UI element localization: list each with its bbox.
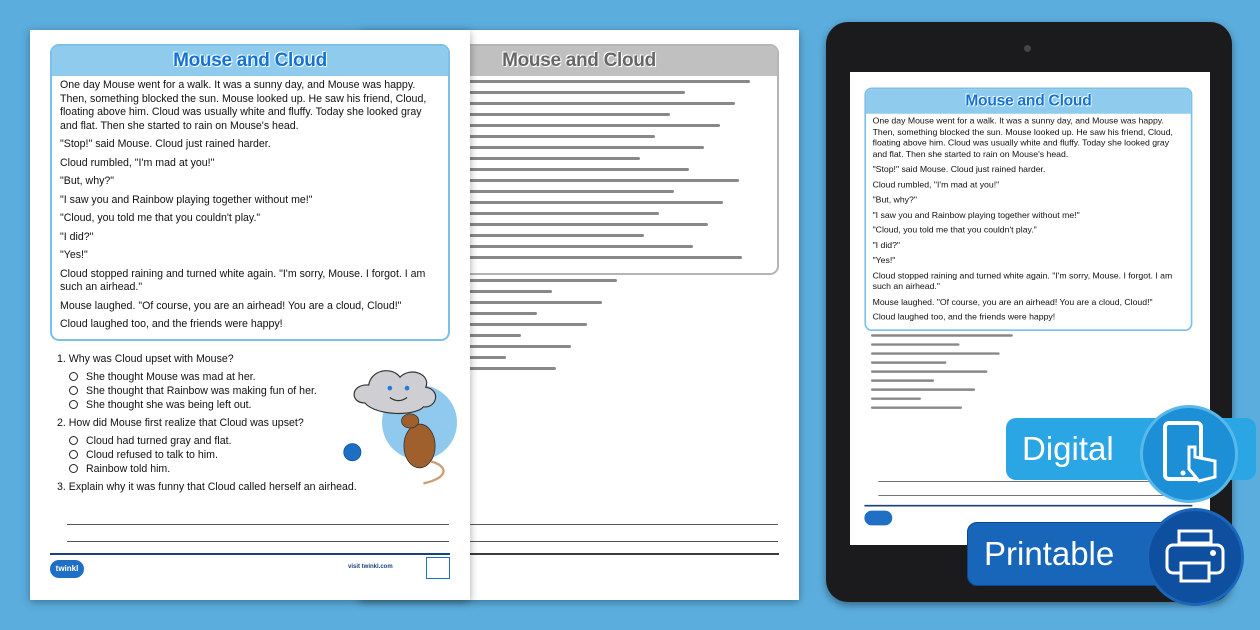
story-paragraph: "I did?" (872, 240, 901, 251)
worksheet-title: Mouse and Cloud (502, 50, 656, 71)
text-line-stroke (871, 334, 1013, 336)
radio-icon[interactable] (69, 450, 78, 459)
camera-icon (1024, 45, 1031, 52)
radio-icon[interactable] (69, 400, 78, 409)
printable-label: Printable (984, 535, 1115, 572)
text-line-stroke (871, 379, 934, 381)
blue-dot (344, 444, 361, 461)
question-1: 1. Why was Cloud upset with Mouse? (57, 352, 234, 365)
answer-line (878, 495, 1191, 496)
story-paragraph: Mouse laughed. "Of course, you are an airhead! You are a cloud, Cloud!" (60, 299, 402, 312)
story-paragraph: Cloud rumbled, "I'm mad at you!" (60, 156, 215, 169)
story-paragraph: "I saw you and Rainbow playing together without me!" (872, 210, 1080, 220)
twinkl-logo: twinkl (50, 560, 84, 578)
text-line-stroke (871, 352, 1000, 354)
story-text (866, 114, 1191, 324)
radio-icon[interactable] (69, 464, 78, 473)
worksheet-title: Mouse and Cloud (173, 50, 327, 71)
answer-line[interactable] (67, 524, 449, 525)
digital-label: Digital (1022, 430, 1114, 467)
question-2: 2. How did Mouse first realize that Cloud was upset? (57, 416, 304, 429)
answer-line (878, 481, 1191, 482)
story-paragraph: "But, why?" (872, 194, 917, 205)
question-text-lines (864, 331, 1192, 419)
story-paragraph: Mouse laughed. "Of course, you are an airhead! You are a cloud, Cloud!" (872, 296, 1153, 307)
story-text (52, 76, 448, 332)
story-paragraph: Cloud stopped raining and turned white again. "I'm sorry, Mouse. I forgot. I am such an airhead." (872, 270, 1173, 292)
story-paragraph: "Yes!" (872, 255, 896, 266)
quality-badge-icon (426, 557, 450, 579)
footer-divider (864, 505, 1192, 507)
text-line-stroke (871, 397, 921, 399)
printer-icon (1146, 508, 1244, 606)
story-paragraph: "I did?" (60, 230, 94, 243)
cloud-icon (354, 371, 435, 414)
option-label: She thought Mouse was mad at her. (86, 370, 256, 383)
answer-line[interactable] (67, 541, 449, 542)
option-label: She thought that Rainbow was making fun of her. (86, 384, 317, 397)
option-label: She thought she was being left out. (86, 398, 252, 411)
radio-icon[interactable] (69, 436, 78, 445)
title-header (52, 46, 448, 76)
title-header (866, 89, 1191, 114)
story-paragraph: Cloud laughed too, and the friends were happy! (872, 312, 1056, 322)
story-box (864, 87, 1192, 330)
text-line-stroke (871, 343, 959, 345)
option-label: Cloud had turned gray and flat. (86, 434, 232, 447)
cloud-and-mouse-illustration (340, 360, 460, 485)
story-paragraph: "Stop!" said Mouse. Cloud just rained harder. (872, 164, 1046, 175)
story-paragraph: One day Mouse went for a walk. It was a sunny day, and Mouse was happy. Then, something blocked the sun. Mouse looked up. He saw his friend, Cloud, floating above him. Cloud was usually white and fluffy. Today she looked gray and flat. Then she started to rain on Mouse's head. (60, 79, 427, 132)
story-paragraph: "But, why?" (60, 175, 115, 187)
radio-icon[interactable] (69, 372, 78, 381)
option-label: Cloud refused to talk to him. (86, 448, 218, 461)
worksheet-color (30, 30, 470, 600)
text-line-stroke (871, 361, 947, 363)
worksheet-title: Mouse and Cloud (965, 92, 1092, 110)
option-label: Rainbow told him. (86, 462, 171, 475)
story-paragraph: "Stop!" said Mouse. Cloud just rained harder. (60, 138, 271, 150)
story-paragraph: Cloud laughed too, and the friends were happy! (60, 318, 283, 330)
story-box (50, 44, 450, 341)
story-paragraph: "Cloud, you told me that you couldn't play." (60, 212, 261, 224)
mouse-icon (404, 424, 435, 468)
tablet-touch-icon (1140, 405, 1238, 503)
text-line-stroke (871, 388, 975, 390)
story-paragraph: Cloud stopped raining and turned white again. "I'm sorry, Mouse. I forgot. I am such an airhead." (60, 267, 426, 293)
twinkl-logo (864, 511, 892, 526)
text-line-stroke (871, 406, 962, 408)
story-paragraph: "I saw you and Rainbow playing together without me!" (60, 193, 313, 206)
story-paragraph: "Cloud, you told me that you couldn't play." (872, 225, 1037, 236)
radio-icon[interactable] (69, 386, 78, 395)
story-paragraph: Cloud rumbled, "I'm mad at you!" (872, 179, 1000, 190)
visit-link[interactable]: visit twinkl.com (348, 564, 393, 570)
text-line-stroke (871, 370, 988, 372)
footer-divider (50, 553, 450, 555)
question-3: 3. Explain why it was funny that Cloud called herself an airhead. (57, 480, 357, 493)
story-paragraph: "Yes!" (60, 249, 88, 261)
story-paragraph: One day Mouse went for a walk. It was a sunny day, and Mouse was happy. Then, something blocked the sun. Mouse looked up. He saw his friend, Cloud, floating above him. Cloud was usually white and fluffy. Today she looked gray and flat. Then she started to rain on Mouse's head. (872, 116, 1173, 160)
